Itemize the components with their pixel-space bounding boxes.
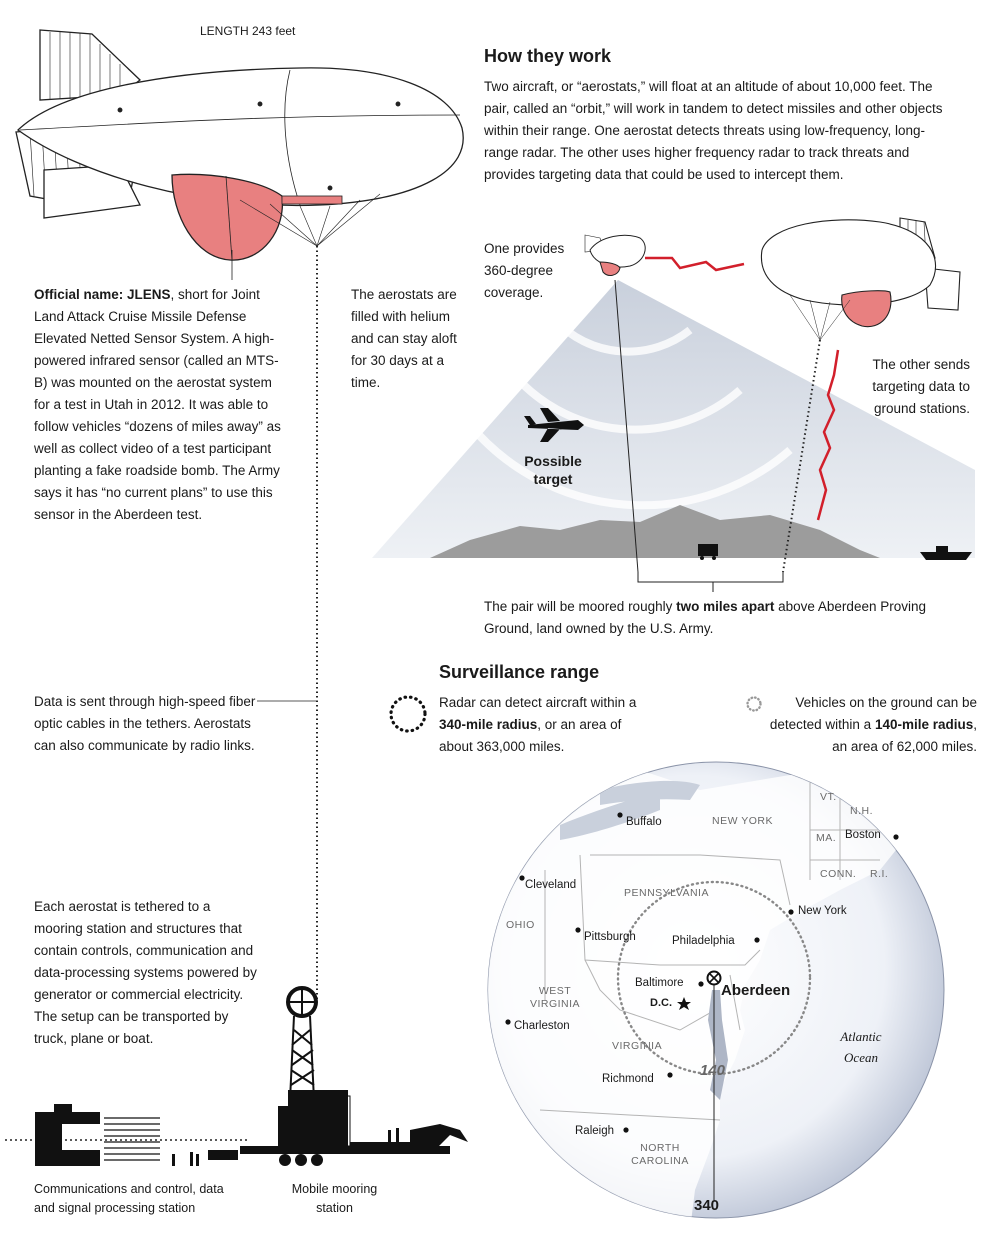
state-label-vt: VT. bbox=[820, 791, 837, 803]
state-label-virginia: VIRGINIA bbox=[612, 1040, 663, 1052]
city-aberdeen: Aberdeen bbox=[721, 982, 791, 999]
city-baltimore: Baltimore bbox=[635, 977, 684, 989]
radar-range-legend-icon bbox=[391, 697, 425, 731]
state-label-pennsylvania: PENNSYLVANIA bbox=[624, 887, 709, 899]
length-label: LENGTH 243 feet bbox=[200, 24, 296, 38]
how-they-work-title: How they work bbox=[484, 46, 612, 66]
city-boston: Boston bbox=[845, 829, 881, 841]
city-cleveland: Cleveland bbox=[525, 879, 577, 891]
city-pittsburgh: Pittsburgh bbox=[584, 931, 636, 943]
state-label-new-york: NEW YORK bbox=[712, 815, 773, 827]
radar-range-text: Radar can detect aircraft within a 340-mile radius, or an area of about 363,000 miles. bbox=[439, 695, 637, 754]
city-philadelphia: Philadelphia bbox=[672, 935, 735, 947]
helium-note: The aerostats are filled with helium and can stay aloft for 30 days at a time. bbox=[351, 287, 457, 390]
city-raleigh: Raleigh bbox=[575, 1125, 614, 1137]
range-label-340: 340 bbox=[694, 1197, 720, 1214]
mooring-station-caption: Mobile mooring station bbox=[291, 1182, 378, 1215]
other-sends-label: The other sends targeting data to ground stations. bbox=[872, 357, 970, 416]
surveillance-range-title: Surveillance range bbox=[439, 662, 600, 682]
station-caption: Communications and control, data and signal processing station bbox=[34, 1182, 224, 1215]
official-name-note: Official name: JLENS, short for Joint Land Attack Cruise Missile Defense Elevated Netted Sensor System. A high-powered infrared sensor (called an MTS-B) was mounted on the aerostat system for a test in Utah in 2012. It was able to follow vehicles “dozens of miles away” as well as collect video of a test participant planting a fake roadside bomb. The Army says it has “no current plans” to use this sensor in the Aberdeen test. bbox=[34, 287, 281, 522]
data-transmission-note: Data is sent through high-speed fiber optic cables in the tethers. Aerostats can also communicate by radio links. bbox=[34, 694, 256, 753]
state-label-ri: R.I. bbox=[870, 868, 889, 880]
state-label-west-virginia: WEST VIRGINIA bbox=[529, 985, 581, 1010]
one-provides-label: One provides 360-degree coverage. bbox=[484, 241, 565, 300]
state-label-nh: N.H. bbox=[850, 805, 873, 817]
tether-note: Each aerostat is tethered to a mooring station and structures that contain controls, communication and data-processing systems powered by generator or commercial electricity. The setup can be transported by truck, plane or boat. bbox=[34, 899, 257, 1046]
city-richmond: Richmond bbox=[602, 1073, 654, 1085]
vehicle-range-text: Vehicles on the ground can be detected within a 140-mile radius, an area of 62,000 miles. bbox=[769, 695, 977, 754]
possible-target-label: Possible target bbox=[524, 453, 582, 487]
city-dc: D.C. bbox=[650, 997, 672, 1009]
city-charleston: Charleston bbox=[514, 1020, 570, 1032]
range-label-140: 140 bbox=[700, 1062, 726, 1079]
ocean-label: Atlantic Ocean bbox=[840, 1029, 882, 1065]
how-they-work-body: Two aircraft, or “aerostats,” will float at an altitude of about 10,000 feet. The pair, called an “orbit,” will work in tandem to detect missiles and other objects within their range. One aerostat detects threats using low-frequency, long-range radar. The other uses higher frequency radar to track threats and provides targeting data that could be used to intercept them. bbox=[484, 79, 943, 182]
vehicle-range-legend-icon bbox=[748, 698, 761, 711]
city-new-york: New York bbox=[798, 905, 847, 917]
state-label-north-carolina: NORTH CAROLINA bbox=[631, 1142, 689, 1167]
state-label-conn: CONN. bbox=[820, 868, 857, 880]
city-buffalo: Buffalo bbox=[626, 816, 662, 828]
state-label-ma: MA. bbox=[816, 832, 837, 844]
large-aerostat-illustration bbox=[16, 30, 463, 260]
mooring-distance-note: The pair will be moored roughly two miles apart above Aberdeen Proving Ground, land owned by the U.S. Army. bbox=[484, 599, 926, 636]
state-label-ohio: OHIO bbox=[506, 919, 535, 931]
